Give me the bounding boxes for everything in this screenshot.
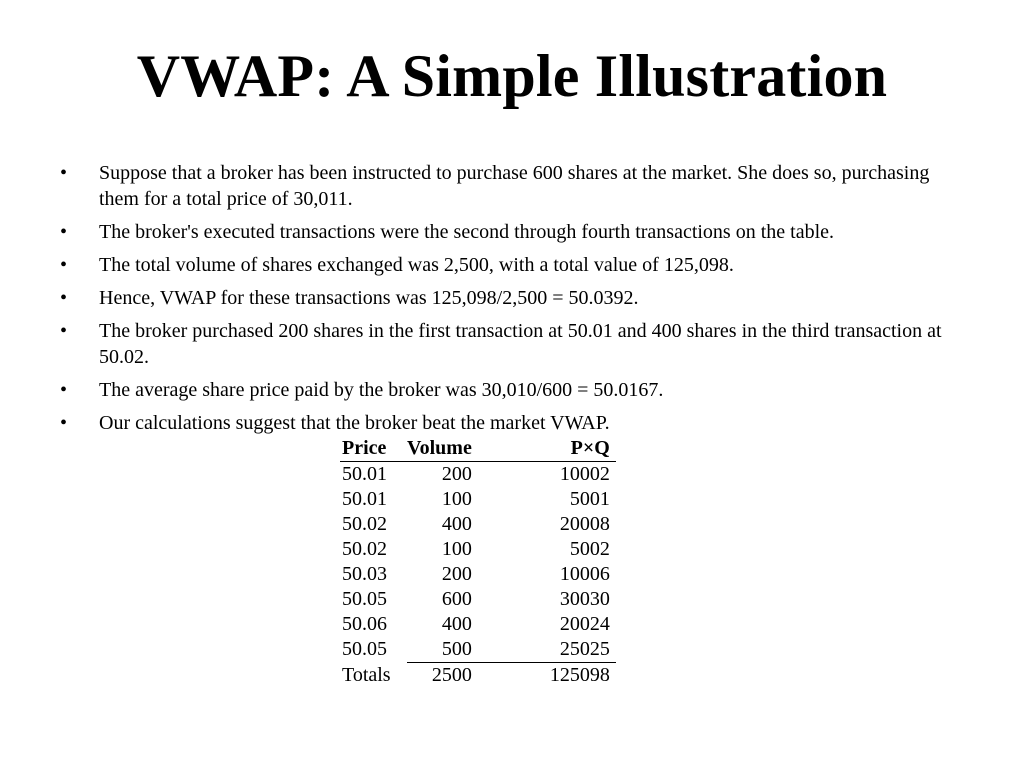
- bullet-dot-icon: •: [60, 412, 68, 434]
- pq-cell: 5002: [569, 538, 610, 560]
- bullet-dot-icon: •: [60, 379, 68, 401]
- bullet-text: The average share price paid by the broker was 30,010/600 = 50.0167.: [99, 379, 664, 401]
- price-cell: 50.03: [342, 563, 387, 585]
- totals-row: [340, 663, 616, 689]
- price-cell: 50.05: [342, 638, 387, 661]
- bullet-item: [60, 318, 960, 370]
- pq-cell: 20008: [559, 513, 610, 535]
- volume-header: Volume: [407, 436, 472, 462]
- price-cell: 50.02: [342, 513, 387, 535]
- bullet-item: [60, 252, 960, 278]
- pq-cell: 5001: [569, 488, 610, 510]
- bullet-text: Our calculations suggest that the broker beat the market VWAP.: [99, 412, 610, 434]
- price-cell: 50.06: [342, 613, 387, 635]
- table-row: [340, 587, 616, 612]
- table-header-row: [340, 436, 616, 462]
- bullet-text: The broker purchased 200 shares in the first transaction at 50.01 and 400 shares in the third transaction at 50.02.: [99, 320, 942, 368]
- totals-label: Totals: [342, 663, 391, 686]
- price-cell: 50.01: [342, 463, 387, 485]
- slide-title: VWAP: A Simple Illustration: [136, 43, 888, 109]
- totals-volume: 2500: [431, 664, 472, 686]
- bullet-item: [60, 377, 960, 403]
- bullet-dot-icon: •: [60, 320, 68, 342]
- volume-cell: 500: [407, 637, 472, 663]
- price-cell: 50.05: [342, 588, 387, 610]
- bullet-item: [60, 410, 960, 436]
- pq-cell: 10006: [559, 563, 610, 585]
- price-cell: 50.01: [342, 488, 387, 510]
- volume-cell: 100: [441, 538, 472, 560]
- table-row: [340, 462, 616, 488]
- table-row: [340, 562, 616, 587]
- bullet-text: Hence, VWAP for these transactions was 125,098/2,500 = 50.0392.: [99, 287, 639, 309]
- bullet-list: [60, 160, 960, 443]
- volume-cell: 400: [441, 513, 472, 535]
- price-cell: 50.02: [342, 538, 387, 560]
- bullet-item: [60, 285, 960, 311]
- pq-cell: 25025: [472, 637, 616, 663]
- bullet-text: The total volume of shares exchanged was 2,500, with a total value of 125,098.: [99, 254, 734, 276]
- table-row: [340, 637, 616, 663]
- table-row: [340, 512, 616, 537]
- bullet-dot-icon: •: [60, 287, 68, 309]
- pq-cell: 30030: [559, 588, 610, 610]
- bullet-text: The broker's executed transactions were the second through fourth transactions on the table.: [99, 221, 835, 243]
- vwap-table: [340, 436, 616, 688]
- pq-cell: 20024: [559, 613, 610, 635]
- table-row: [340, 612, 616, 637]
- bullet-dot-icon: •: [60, 162, 68, 184]
- volume-cell: 200: [441, 563, 472, 585]
- volume-cell: 200: [441, 463, 472, 485]
- bullet-dot-icon: •: [60, 254, 68, 276]
- table-row: [340, 487, 616, 512]
- bullet-item: [60, 219, 960, 245]
- bullet-text: Suppose that a broker has been instructed to purchase 600 shares at the market. She does so, purchasing them for a total price of 30,011.: [99, 162, 930, 210]
- table-row: [340, 537, 616, 562]
- totals-pq: 125098: [549, 664, 610, 686]
- pq-header: P×Q: [472, 436, 616, 462]
- volume-cell: 400: [441, 613, 472, 635]
- pq-cell: 10002: [559, 463, 610, 485]
- price-header: Price: [340, 436, 407, 462]
- bullet-item: [60, 160, 960, 212]
- volume-cell: 600: [441, 588, 472, 610]
- bullet-dot-icon: •: [60, 221, 68, 243]
- volume-cell: 100: [441, 488, 472, 510]
